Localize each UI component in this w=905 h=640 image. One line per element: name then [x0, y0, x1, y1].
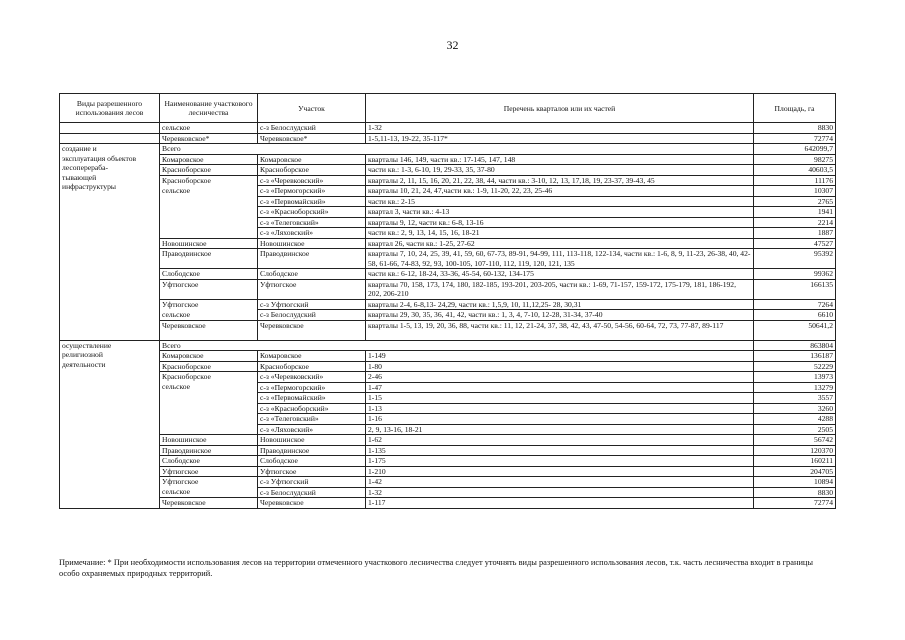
- quarters-cell: кварталы 29, 30, 35, 36, 41, 42, части кв.: 1, 3, 4, 7-10, 12-28, 31-34, 37-40: [366, 310, 754, 321]
- area-cell: 95392: [754, 249, 836, 269]
- site-cell: Слободское: [258, 456, 366, 467]
- district-forestry-cell: Праводвинское: [160, 249, 258, 269]
- area-cell: 2505: [754, 424, 836, 435]
- quarters-cell: 1-15: [366, 393, 754, 404]
- district-forestry-cell: Красноборское: [160, 361, 258, 372]
- quarters-cell: кварталы 2-4, 6-8,13- 24,29, части кв.: 1,5,9, 10, 11,12,25- 28, 30,31: [366, 299, 754, 310]
- quarters-cell: кварталы 10, 21, 24, 47,части кв.: 1-9, 11-20, 22, 23, 25-46: [366, 186, 754, 197]
- site-cell: с-з «Черевковский»: [258, 175, 366, 186]
- table-row: [60, 123, 836, 134]
- use-type-line: создание и: [62, 144, 97, 153]
- site-cell: Слободское: [258, 269, 366, 280]
- district-forestry-cell: Черевковское: [160, 498, 258, 509]
- district-forestry-cell: Слободское: [160, 269, 258, 280]
- area-cell: 99362: [754, 269, 836, 280]
- table-row: [60, 186, 836, 197]
- table-row: [60, 249, 836, 269]
- quarters-cell: 1-32: [366, 487, 754, 498]
- table-row: [60, 133, 836, 144]
- district-forestry-cell: сельское: [160, 186, 258, 197]
- quarters-cell: 2, 9, 13-16, 18-21: [366, 424, 754, 435]
- site-cell: с-з Белослудский: [258, 310, 366, 321]
- site-cell: с-з «Красноборский»: [258, 207, 366, 218]
- table-row: [60, 310, 836, 321]
- footnote: Примечание: * При необходимости использования лесов на территории отмеченного участкового лесничества следует уточнять виды разрешенного использования лесов, т.к. часть лесничества входит в границы особо охраняемых природных территорий.: [59, 558, 814, 578]
- area-cell: 11176: [754, 175, 836, 186]
- district-forestry-cell: [160, 196, 258, 207]
- district-forestry-cell: Комаровское: [160, 351, 258, 362]
- quarters-cell: части кв.: 1-3, 6-10, 19, 29-33, 35, 37-80: [366, 165, 754, 176]
- quarters-cell: 1-5,11-13, 19-22, 35-117*: [366, 133, 754, 144]
- quarters-cell: 1-149: [366, 351, 754, 362]
- table-row: [60, 372, 836, 383]
- area-cell: 3260: [754, 403, 836, 414]
- table-row: [60, 435, 836, 446]
- table-row: [60, 382, 836, 393]
- site-cell: с-з Уфтюгский: [258, 477, 366, 488]
- quarters-cell: квартал 26, части кв.: 1-25, 27-62: [366, 238, 754, 249]
- district-forestry-cell: сельское: [160, 123, 258, 134]
- area-cell: 72774: [754, 133, 836, 144]
- site-cell: с-з «Первомайский»: [258, 196, 366, 207]
- site-cell: с-з «Телеговский»: [258, 414, 366, 425]
- table-row: [60, 393, 836, 404]
- district-forestry-cell: Слободское: [160, 456, 258, 467]
- table-row: [60, 154, 836, 165]
- area-cell: 13973: [754, 372, 836, 383]
- district-forestry-cell: сельское: [160, 382, 258, 393]
- site-cell: Комаровское: [258, 154, 366, 165]
- site-cell: Уфтюгское: [258, 466, 366, 477]
- header-area: Площадь, га: [754, 94, 836, 123]
- district-forestry-cell: сельское: [160, 487, 258, 498]
- table-row: [60, 279, 836, 299]
- area-cell: 40603,5: [754, 165, 836, 176]
- site-cell: с-з Уфтюгский: [258, 299, 366, 310]
- quarters-cell: кварталы 1-5, 13, 19, 20, 36, 88, части кв.: 11, 12, 21-24, 37, 38, 42, 43, 47-50, 54-56, 60-64, 72, 73, 77-87, 89-117: [366, 320, 754, 340]
- table-row: [60, 414, 836, 425]
- table-row: [60, 320, 836, 340]
- use-type-line: религиозной: [62, 350, 103, 359]
- site-cell: Красноборское: [258, 165, 366, 176]
- quarters-cell: кварталы 146, 149, части кв.: 17-145, 147, 148: [366, 154, 754, 165]
- table-row: [60, 269, 836, 280]
- site-cell: Праводвинское: [258, 445, 366, 456]
- site-cell: Праводвинское: [258, 249, 366, 269]
- area-cell: 2765: [754, 196, 836, 207]
- quarters-cell: 1-117: [366, 498, 754, 509]
- table-row: [60, 487, 836, 498]
- site-cell: Новошинское: [258, 435, 366, 446]
- total-area-cell: 863804: [754, 340, 836, 351]
- quarters-cell: 1-16: [366, 414, 754, 425]
- table-row: [60, 477, 836, 488]
- quarters-cell: кварталы 70, 158, 173, 174, 180, 182-185, 193-201, 203-205, части кв.: 1-69, 71-157, 159-172, 175-179, 181, 186-192, 202, 206-210: [366, 279, 754, 299]
- quarters-cell: 1-62: [366, 435, 754, 446]
- district-forestry-cell: сельское: [160, 310, 258, 321]
- forest-use-table: [59, 93, 836, 509]
- district-forestry-cell: [160, 228, 258, 239]
- site-cell: Уфтюгское: [258, 279, 366, 299]
- site-cell: с-з Белослудский: [258, 487, 366, 498]
- site-cell: Красноборское: [258, 361, 366, 372]
- table-row: [60, 217, 836, 228]
- quarters-cell: 1-210: [366, 466, 754, 477]
- area-cell: 8830: [754, 487, 836, 498]
- header-quarters: Перечень кварталов или их частей: [366, 94, 754, 123]
- table-row: [60, 228, 836, 239]
- table-row: [60, 361, 836, 372]
- area-cell: 204705: [754, 466, 836, 477]
- quarters-cell: части кв.: 2-15: [366, 196, 754, 207]
- total-area-cell: 642099,7: [754, 144, 836, 155]
- quarters-cell: 1-47: [366, 382, 754, 393]
- site-cell: с-з «Первомайский»: [258, 393, 366, 404]
- district-forestry-cell: Новошинское: [160, 435, 258, 446]
- quarters-cell: 1-135: [366, 445, 754, 456]
- district-forestry-cell: Уфтюгское: [160, 299, 258, 310]
- site-cell: с-з «Пермогорский»: [258, 382, 366, 393]
- quarters-cell: 2-46: [366, 372, 754, 383]
- area-cell: 7264: [754, 299, 836, 310]
- area-cell: 8830: [754, 123, 836, 134]
- district-forestry-cell: Красноборское: [160, 175, 258, 186]
- area-cell: 166135: [754, 279, 836, 299]
- page-number: 32: [446, 38, 459, 52]
- total-label-cell: Всего: [160, 340, 754, 351]
- site-cell: Черевковское: [258, 320, 366, 340]
- use-type-line: лесоперераба-: [62, 163, 109, 172]
- table-row-total: [60, 340, 836, 351]
- use-type-line: осуществление: [62, 340, 112, 350]
- use-type-cell: [60, 133, 160, 144]
- area-cell: 160211: [754, 456, 836, 467]
- quarters-cell: 1-80: [366, 361, 754, 372]
- area-cell: 10894: [754, 477, 836, 488]
- header-district-forestry: Наименование участкового лесничества: [160, 94, 258, 123]
- site-cell: Черевковское*: [258, 133, 366, 144]
- district-forestry-cell: Уфтюгское: [160, 279, 258, 299]
- area-cell: 4288: [754, 414, 836, 425]
- area-cell: 98275: [754, 154, 836, 165]
- area-cell: 56742: [754, 435, 836, 446]
- table-row: [60, 424, 836, 435]
- district-forestry-cell: Уфтюгское: [160, 466, 258, 477]
- quarters-cell: части кв.: 6-12, 18-24, 33-36, 45-54, 60-132, 134-175: [366, 269, 754, 280]
- use-type-line: инфраструктуры: [62, 182, 116, 191]
- site-cell: с-з Белослудский: [258, 123, 366, 134]
- table-row: [60, 456, 836, 467]
- table-row: [60, 299, 836, 310]
- table-body: [60, 123, 836, 509]
- site-cell: с-з «Телеговский»: [258, 217, 366, 228]
- table-row: [60, 165, 836, 176]
- use-type-line: деятельности: [62, 359, 106, 369]
- area-cell: 47527: [754, 238, 836, 249]
- district-forestry-cell: Черевковское*: [160, 133, 258, 144]
- table-row: [60, 196, 836, 207]
- use-type-line: тывающей: [62, 172, 97, 182]
- area-cell: 50641,2: [754, 320, 836, 340]
- site-cell: Черевковское: [258, 498, 366, 509]
- table-row-total: [60, 144, 836, 155]
- site-cell: с-з «Ляховский»: [258, 228, 366, 239]
- area-cell: 72774: [754, 498, 836, 509]
- district-forestry-cell: Красноборское: [160, 372, 258, 383]
- table-row: [60, 207, 836, 218]
- use-type-line: эксплуатация объектов: [62, 153, 137, 163]
- site-cell: Комаровское: [258, 351, 366, 362]
- table-row: [60, 466, 836, 477]
- area-cell: 13279: [754, 382, 836, 393]
- quarters-cell: 1-175: [366, 456, 754, 467]
- site-cell: с-з «Черевковский»: [258, 372, 366, 383]
- area-cell: 2214: [754, 217, 836, 228]
- area-cell: 3557: [754, 393, 836, 404]
- use-type-cell: [60, 144, 160, 341]
- site-cell: с-з «Красноборский»: [258, 403, 366, 414]
- site-cell: с-з «Ляховский»: [258, 424, 366, 435]
- table-row: [60, 351, 836, 362]
- table-row: [60, 403, 836, 414]
- district-forestry-cell: Уфтюгское: [160, 477, 258, 488]
- quarters-cell: 1-42: [366, 477, 754, 488]
- district-forestry-cell: [160, 393, 258, 404]
- district-forestry-cell: [160, 414, 258, 425]
- quarters-cell: кварталы 9, 12, части кв.: 6-8, 13-16: [366, 217, 754, 228]
- district-forestry-cell: Праводвинское: [160, 445, 258, 456]
- quarters-cell: квартал 3, части кв.: 4-13: [366, 207, 754, 218]
- table-row: [60, 445, 836, 456]
- quarters-cell: кварталы 2, 11, 15, 16, 20, 21, 22, 38, 44, части кв.: 3-10, 12, 13, 17,18, 19, 23-37, 39-43, 45: [366, 175, 754, 186]
- quarters-cell: 1-13: [366, 403, 754, 414]
- table-row: [60, 498, 836, 509]
- area-cell: 136187: [754, 351, 836, 362]
- quarters-cell: части кв.: 2, 9, 13, 14, 15, 16, 18-21: [366, 228, 754, 239]
- use-type-cell: [60, 123, 160, 134]
- site-cell: с-з «Пермогорский»: [258, 186, 366, 197]
- area-cell: 6610: [754, 310, 836, 321]
- site-cell: Новошинское: [258, 238, 366, 249]
- total-label-cell: Всего: [160, 144, 754, 155]
- use-type-cell: [60, 340, 160, 508]
- district-forestry-cell: [160, 207, 258, 218]
- quarters-cell: кварталы 7, 10, 24, 25, 39, 41, 59, 60, 67-73, 89-91, 94-99, 111, 113-118, 122-134, части кв.: 1-6, 8, 9, 11-23, 26-38, 40, 42-58, 61-66, 74-83, 92, 93, 100-105, 107-110, 112, 119, 120, 121, 135: [366, 249, 754, 269]
- header-site: Участок: [258, 94, 366, 123]
- table-row: [60, 175, 836, 186]
- header-use-type: Виды разрешенного использования лесов: [60, 94, 160, 123]
- area-cell: 10307: [754, 186, 836, 197]
- district-forestry-cell: [160, 424, 258, 435]
- district-forestry-cell: Новошинское: [160, 238, 258, 249]
- district-forestry-cell: Комаровское: [160, 154, 258, 165]
- area-cell: 1887: [754, 228, 836, 239]
- quarters-cell: 1-32: [366, 123, 754, 134]
- table-header-row: [60, 94, 836, 123]
- district-forestry-cell: [160, 403, 258, 414]
- area-cell: 120370: [754, 445, 836, 456]
- area-cell: 1941: [754, 207, 836, 218]
- area-cell: 52229: [754, 361, 836, 372]
- district-forestry-cell: Красноборское: [160, 165, 258, 176]
- district-forestry-cell: [160, 217, 258, 228]
- district-forestry-cell: Черевковское: [160, 320, 258, 340]
- table-row: [60, 238, 836, 249]
